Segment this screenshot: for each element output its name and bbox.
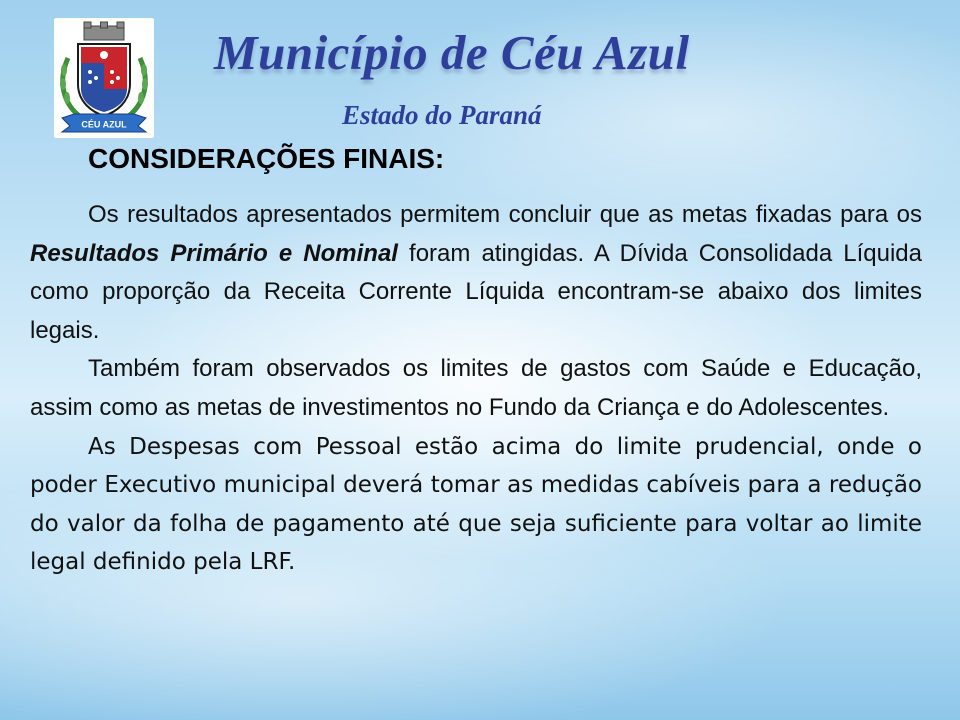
- body-text: [30, 196, 922, 582]
- municipal-crest: [54, 18, 154, 138]
- coat-of-arms-icon: [54, 18, 154, 138]
- paragraph-personnel: As Despesas com Pessoal estão acima do limite prudencial, onde o poder Executivo municipal deverá tomar as medidas cabíveis para a redução do valor da folha de pagamento até que seja suficiente para voltar ao limite legal definido pela LRF.: [30, 433, 922, 576]
- paragraph-limits: Também foram observados os limites de gastos com Saúde e Educação, assim como as metas de investimentos no Fundo da Criança e do Adolescentes.: [30, 355, 922, 421]
- section-heading: CONSIDERAÇÕES FINAIS:: [88, 143, 445, 174]
- page-title: Município de Céu Azul: [214, 25, 690, 80]
- paragraph-results-intro: Os resultados apresentados permitem concluir que as metas fixadas para os: [88, 201, 922, 228]
- paragraph-results-emphasis: Resultados Primário e Nominal: [30, 239, 398, 267]
- page-subtitle: Estado do Paraná: [342, 100, 542, 130]
- crest-banner-text: CÉU AZUL: [81, 119, 127, 130]
- paragraph-results: [30, 196, 922, 350]
- paragraph-results-rest: foram atingidas. A Dívida Consolidada Líquida como proporção da Receita Corrente Líquida encontram-se abaixo dos limites legais.: [30, 239, 923, 344]
